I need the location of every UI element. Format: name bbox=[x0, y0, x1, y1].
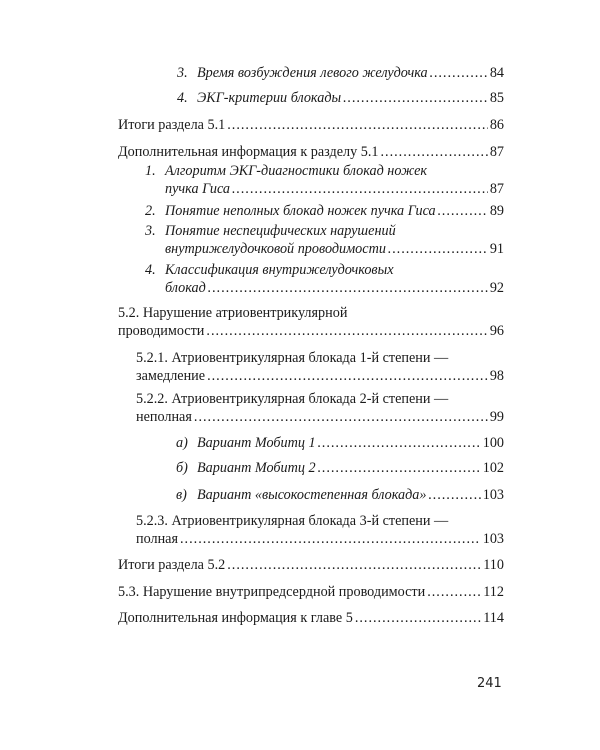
entry-page: 91 bbox=[489, 241, 504, 257]
entry-number: 1. bbox=[145, 163, 156, 179]
toc-entry bbox=[118, 583, 504, 601]
entry-page: 85 bbox=[489, 90, 504, 106]
entry-title: Время возбуждения левого желудочка bbox=[197, 65, 428, 81]
entry-page: 100 bbox=[482, 435, 504, 451]
leader-dots bbox=[430, 64, 488, 82]
entry-title: Понятие неполных блокад ножек пучка Гиса bbox=[165, 203, 436, 219]
toc-entry bbox=[177, 64, 504, 82]
entry-page: 96 bbox=[489, 323, 504, 339]
entry-title: Итоги раздела 5.2 bbox=[118, 557, 226, 573]
entry-number: б) bbox=[176, 460, 188, 476]
toc-entry bbox=[136, 512, 504, 548]
entry-number: в) bbox=[176, 487, 187, 503]
entry-title: Дополнительная информация к главе 5 bbox=[118, 610, 353, 626]
entry-number: 3. bbox=[177, 65, 188, 81]
leader-dots bbox=[227, 116, 488, 134]
leader-dots bbox=[355, 609, 481, 627]
toc-entry bbox=[145, 162, 504, 198]
entry-page: 87 bbox=[489, 181, 504, 197]
leader-dots bbox=[180, 530, 481, 548]
entry-title: Дополнительная информация к разделу 5.1 bbox=[118, 144, 379, 160]
leader-dots bbox=[227, 556, 481, 574]
toc-entry bbox=[118, 116, 504, 134]
toc-entry bbox=[177, 89, 504, 107]
entry-number: 3. bbox=[145, 223, 156, 239]
entry-number: 2. bbox=[145, 203, 156, 219]
entry-page: 87 bbox=[489, 144, 504, 160]
toc-entry bbox=[145, 261, 504, 297]
entry-page: 103 bbox=[482, 531, 504, 547]
entry-title: Вариант «высокостепенная блокада» bbox=[197, 487, 427, 503]
entry-page: 112 bbox=[483, 584, 504, 600]
leader-dots bbox=[438, 202, 488, 220]
entry-page: 110 bbox=[483, 557, 504, 573]
entry-title: Итоги раздела 5.1 bbox=[118, 117, 226, 133]
toc-entry bbox=[145, 202, 504, 220]
toc-entry bbox=[118, 304, 504, 340]
entry-title-line1: Понятие неспецифических нарушений bbox=[165, 223, 396, 239]
entry-page: 103 bbox=[482, 487, 504, 503]
entry-number: а) bbox=[176, 435, 188, 451]
entry-page: 89 bbox=[489, 203, 504, 219]
entry-page: 92 bbox=[489, 280, 504, 296]
leader-dots bbox=[208, 279, 488, 297]
toc-entry bbox=[118, 556, 504, 574]
toc-entry bbox=[176, 434, 504, 452]
entry-page: 86 bbox=[489, 117, 504, 133]
entry-title: Вариант Мобитц 1 bbox=[197, 435, 316, 451]
leader-dots bbox=[318, 434, 481, 452]
toc-entry bbox=[136, 349, 504, 385]
entry-page: 84 bbox=[489, 65, 504, 81]
toc-entry bbox=[145, 222, 504, 258]
entry-title-line1: 5.2.3. Атриовентрикулярная блокада 3-й степени — bbox=[136, 513, 449, 529]
entry-page: 98 bbox=[489, 368, 504, 384]
leader-dots bbox=[206, 322, 487, 340]
entry-title-line2: проводимости bbox=[118, 323, 205, 339]
entry-title: 5.3. Нарушение внутрипредсердной проводимости bbox=[118, 584, 426, 600]
leader-dots bbox=[343, 89, 488, 107]
entry-title-line1: Классификация внутрижелудочковых bbox=[165, 262, 394, 278]
entry-title-line2: пучка Гиса bbox=[165, 181, 230, 197]
entry-page: 99 bbox=[489, 409, 504, 425]
leader-dots bbox=[232, 180, 488, 198]
entry-title-line2: блокад bbox=[165, 280, 206, 296]
entry-number: 4. bbox=[177, 90, 188, 106]
entry-title: Вариант Мобитц 2 bbox=[197, 460, 316, 476]
toc-entry bbox=[118, 143, 504, 161]
entry-title-line1: 5.2.1. Атриовентрикулярная блокада 1-й степени — bbox=[136, 350, 449, 366]
toc-entry bbox=[176, 459, 504, 477]
leader-dots bbox=[388, 240, 488, 258]
toc-entry bbox=[118, 609, 504, 627]
entry-title: ЭКГ-критерии блокады bbox=[197, 90, 342, 106]
entry-title-line2: неполная bbox=[136, 409, 192, 425]
leader-dots bbox=[428, 486, 480, 504]
leader-dots bbox=[318, 459, 481, 477]
leader-dots bbox=[194, 408, 488, 426]
leader-dots bbox=[427, 583, 481, 601]
entry-page: 102 bbox=[482, 460, 504, 476]
toc-entry bbox=[136, 390, 504, 426]
entry-number: 4. bbox=[145, 262, 156, 278]
entry-title-line1: 5.2. Нарушение атриовентрикулярной bbox=[118, 305, 348, 321]
entry-title-line2: полная bbox=[136, 531, 178, 547]
entry-page: 114 bbox=[483, 610, 504, 626]
entry-title-line2: внутрижелудочковой проводимости bbox=[165, 241, 386, 257]
entry-title-line2: замедление bbox=[136, 368, 206, 384]
page-number: 241 bbox=[477, 676, 502, 691]
leader-dots bbox=[380, 143, 487, 161]
entry-title-line1: 5.2.2. Атриовентрикулярная блокада 2-й степени — bbox=[136, 391, 449, 407]
toc-entry bbox=[176, 486, 504, 504]
entry-title-line1: Алгоритм ЭКГ-диагностики блокад ножек bbox=[165, 163, 428, 179]
leader-dots bbox=[207, 367, 488, 385]
